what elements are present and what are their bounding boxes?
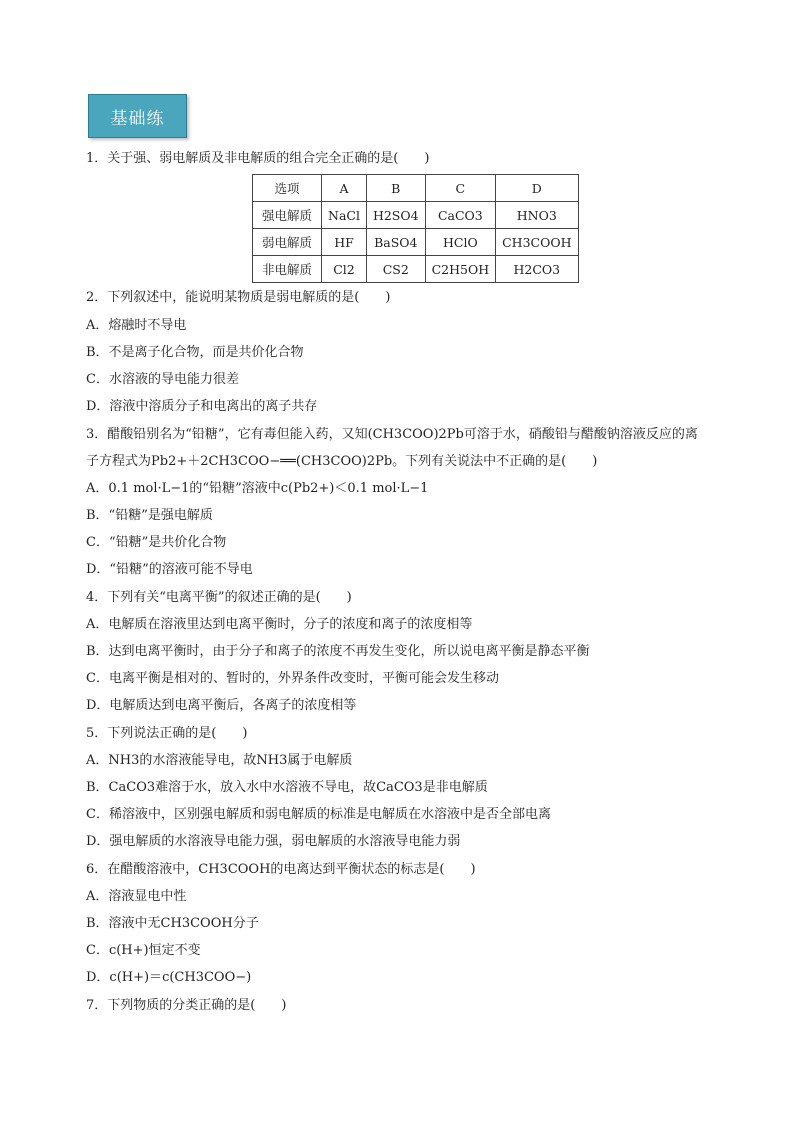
q6-option-a: A．溶液显电中性	[86, 889, 187, 904]
table-cell: A	[322, 175, 367, 202]
q1-stem: 1．关于强、弱电解质及非电解质的组合完全正确的是( )	[86, 151, 430, 166]
table-cell: CaCO3	[425, 202, 496, 229]
q1-table	[252, 174, 579, 283]
table-cell: D	[496, 175, 578, 202]
table-cell: H2CO3	[496, 256, 578, 283]
q2-option-d: D．溶液中溶质分子和电离出的离子共存	[86, 399, 318, 414]
q4-option-d: D．电解质达到电离平衡后，各离子的浓度相等	[86, 698, 357, 713]
table-cell: 强电解质	[253, 202, 322, 229]
table-cell: C	[425, 175, 496, 202]
q6-option-b: B．溶液中无CH3COOH分子	[86, 916, 259, 931]
table-cell: Cl2	[322, 256, 367, 283]
q3-stem-line2: 子方程式为Pb2+＋2CH3COO−══(CH3COO)2Pb。下列有关说法中不正确的是( )	[86, 454, 598, 469]
q3-option-d: D．“铅糖”的溶液可能不导电	[86, 562, 253, 577]
table-cell: BaSO4	[366, 229, 425, 256]
table-row	[253, 229, 579, 256]
table-cell: CH3COOH	[496, 229, 578, 256]
table-cell: B	[366, 175, 425, 202]
q4-option-a: A．电解质在溶液里达到电离平衡时，分子的浓度和离子的浓度相等	[86, 617, 473, 632]
table-cell: 弱电解质	[253, 229, 322, 256]
q6-stem: 6．在醋酸溶液中，CH3COOH的电离达到平衡状态的标志是( )	[86, 862, 476, 877]
q3-option-b: B．“铅糖”是强电解质	[86, 508, 213, 523]
table-cell: CS2	[366, 256, 425, 283]
q7-stem: 7．下列物质的分类正确的是( )	[86, 998, 287, 1013]
q4-option-c: C．电离平衡是相对的、暂时的，外界条件改变时，平衡可能会发生移动	[86, 671, 499, 686]
table-cell: HClO	[425, 229, 496, 256]
q2-option-a: A．熔融时不导电	[86, 318, 187, 333]
q4-option-b: B．达到电离平衡时，由于分子和离子的浓度不再发生变化，所以说电离平衡是静态平衡	[86, 644, 590, 659]
q5-option-a: A．NH3的水溶液能导电，故NH3属于电解质	[86, 753, 353, 768]
section-title-box	[88, 94, 187, 138]
table-row	[253, 202, 579, 229]
q5-option-c: C．稀溶液中，区别强电解质和弱电解质的标准是电解质在水溶液中是否全部电离	[86, 807, 551, 822]
q3-option-a: A．0.1 mol·L−1的“铅糖”溶液中c(Pb2+)＜0.1 mol·L−1	[86, 481, 429, 496]
table-cell: 非电解质	[253, 256, 322, 283]
table-cell: HNO3	[496, 202, 578, 229]
table-cell: NaCl	[322, 202, 367, 229]
q2-option-c: C．水溶液的导电能力很差	[86, 372, 239, 387]
table-cell: 选项	[253, 175, 322, 202]
q6-option-d: D．c(H+)＝c(CH3COO−)	[86, 970, 252, 985]
section-title: 基础练	[110, 108, 165, 129]
table-cell: HF	[322, 229, 367, 256]
q5-stem: 5．下列说法正确的是( )	[86, 726, 248, 741]
q2-option-b: B．不是离子化合物，而是共价化合物	[86, 345, 304, 360]
table-cell: C2H5OH	[425, 256, 496, 283]
table-header-row	[253, 175, 579, 202]
table-cell: H2SO4	[366, 202, 425, 229]
q6-option-c: C．c(H+)恒定不变	[86, 943, 201, 958]
table-row	[253, 256, 579, 283]
q5-option-d: D．强电解质的水溶液导电能力强，弱电解质的水溶液导电能力弱	[86, 834, 461, 849]
q3-option-c: C．“铅糖”是共价化合物	[86, 535, 227, 550]
q4-stem: 4．下列有关“电离平衡”的叙述正确的是( )	[86, 590, 352, 605]
q3-stem-line1: 3．醋酸铅别名为“铅糖”，它有毒但能入药，又知(CH3COO)2Pb可溶于水，硝酸铅与醋酸钠溶液反应的离	[86, 427, 698, 442]
q2-stem: 2．下列叙述中，能说明某物质是弱电解质的是( )	[86, 290, 391, 305]
q5-option-b: B．CaCO3难溶于水，放入水中水溶液不导电，故CaCO3是非电解质	[86, 780, 488, 795]
